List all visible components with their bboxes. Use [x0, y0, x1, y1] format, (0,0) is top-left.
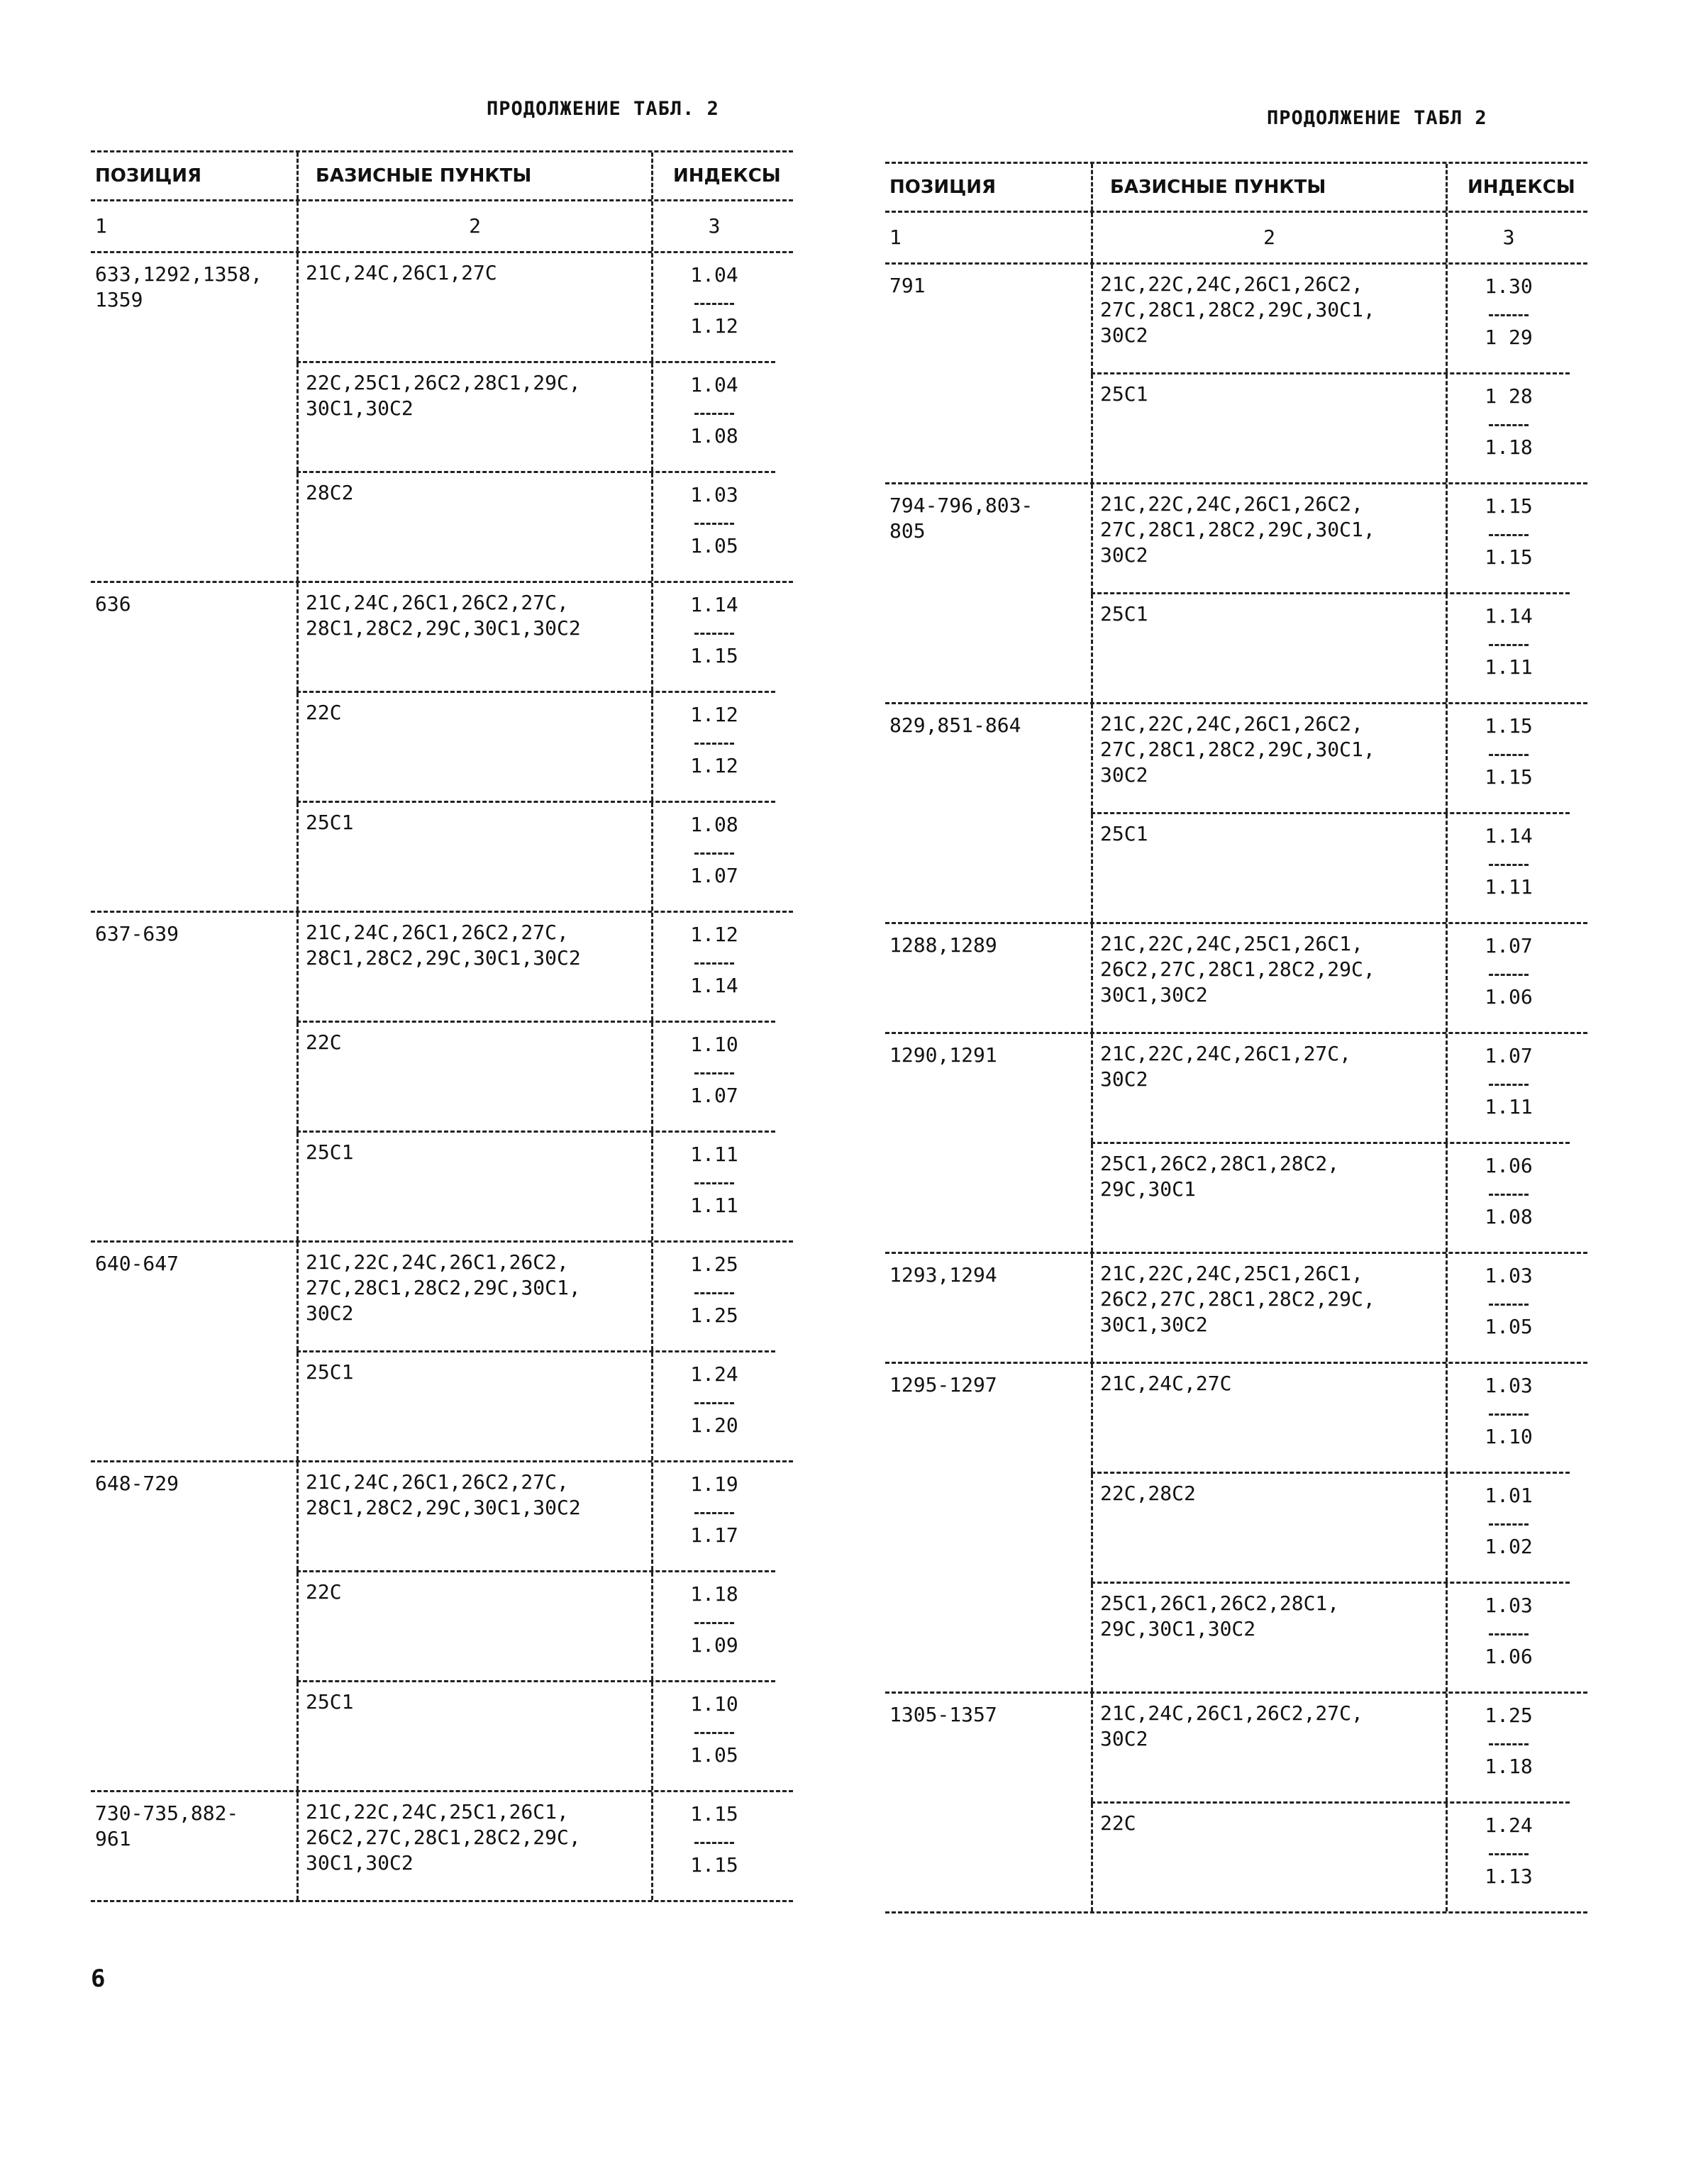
position-cell: 633,1292,1358, 1359	[95, 262, 263, 311]
index-bottom-value: 1.11	[1485, 875, 1533, 899]
right-table	[885, 162, 1587, 1913]
index-top-value: 1.25	[1485, 1704, 1533, 1727]
fraction-bar	[694, 1842, 734, 1844]
index-bottom-value: 1.08	[1485, 1205, 1533, 1228]
entry-rows	[296, 1792, 775, 1900]
index-top-value: 1.19	[690, 1472, 738, 1496]
fraction-bar	[1489, 314, 1529, 316]
table-entry	[885, 1254, 1587, 1362]
basis-points-cell: 21С,24С,27С	[1091, 1364, 1446, 1472]
fraction-bar	[1489, 1194, 1529, 1196]
table-row	[1091, 1034, 1570, 1142]
table-entry	[91, 253, 793, 581]
index-top-value: 1.24	[690, 1362, 738, 1386]
left-table	[91, 150, 793, 1902]
index-bottom-value: 1.25	[690, 1304, 738, 1327]
index-cell	[651, 1023, 775, 1131]
fraction-bar	[694, 1072, 734, 1074]
index-cell	[1446, 1254, 1570, 1362]
position-cell: 637-639	[95, 922, 179, 945]
index-bottom-value: 1.11	[1485, 1095, 1533, 1118]
entry-rows	[1091, 484, 1570, 702]
index-cell	[1446, 1694, 1570, 1801]
basis-points-cell: 22С	[296, 1572, 651, 1680]
basis-points-cell: 22С	[296, 693, 651, 801]
index-cell	[651, 913, 775, 1021]
fraction-bar	[1489, 644, 1529, 646]
table-row	[1091, 924, 1570, 1032]
fraction-bar	[1489, 1523, 1529, 1526]
table-row	[296, 583, 775, 691]
table-row	[1091, 1364, 1570, 1472]
entry-rows	[1091, 924, 1570, 1032]
table-row	[296, 1133, 775, 1240]
position-cell: 1293,1294	[889, 1263, 997, 1287]
table-row	[1091, 814, 1570, 922]
index-bottom-value: 1.13	[1485, 1865, 1533, 1888]
table-row	[1091, 1144, 1570, 1252]
basis-points-cell: 25С1	[296, 803, 651, 911]
index-bottom-value: 1.12	[690, 754, 738, 777]
index-bottom-value: 1.10	[1485, 1425, 1533, 1448]
index-cell	[651, 693, 775, 801]
table-entry	[91, 1243, 793, 1460]
table-row	[296, 1682, 775, 1790]
index-top-value: 1.10	[690, 1033, 738, 1056]
entry-rows	[1091, 1034, 1570, 1252]
position-cell: 640-647	[95, 1252, 179, 1275]
position-cell: 1295-1297	[889, 1373, 997, 1396]
fraction-bar	[1489, 1743, 1529, 1745]
basis-points-cell: 25С1	[296, 1133, 651, 1240]
index-top-value: 1.14	[1485, 604, 1533, 628]
header-position: ПОЗИЦИЯ	[95, 165, 201, 187]
table-row	[1091, 374, 1570, 482]
table-entry	[885, 1364, 1587, 1692]
position-cell: 1288,1289	[889, 933, 997, 957]
page-number: 6	[91, 1965, 106, 1993]
basis-points-cell: 21С,22С,24С,26С1,27С, 30С2	[1091, 1034, 1446, 1142]
header-row	[885, 164, 1587, 211]
fraction-bar	[1489, 1633, 1529, 1635]
entry-rule	[885, 1911, 1587, 1913]
basis-points-cell: 25С1	[1091, 814, 1446, 922]
index-cell	[651, 583, 775, 691]
index-top-value: 1.04	[690, 263, 738, 287]
index-top-value: 1.04	[690, 373, 738, 396]
basis-points-cell: 25С1	[1091, 374, 1446, 482]
index-top-value: 1.25	[690, 1252, 738, 1276]
table-entry	[885, 704, 1587, 922]
index-top-value: 1.08	[690, 813, 738, 836]
index-top-value: 1.15	[1485, 714, 1533, 738]
index-bottom-value: 1.11	[1485, 655, 1533, 679]
basis-points-cell: 22С	[1091, 1804, 1446, 1911]
basis-points-cell: 21С,22С,24С,26С1,26С2, 27С,28С1,28С2,29С,30С1, 30С2	[1091, 265, 1446, 372]
index-bottom-value: 1.20	[690, 1413, 738, 1437]
right-continuation-title: ПРОДОЛЖЕНИЕ ТАБЛ 2	[1267, 107, 1487, 129]
fraction-bar	[694, 1292, 734, 1294]
index-bottom-value: 1.12	[690, 314, 738, 338]
index-top-value: 1.11	[690, 1143, 738, 1166]
table-row	[1091, 1474, 1570, 1582]
index-top-value: 1.03	[1485, 1264, 1533, 1287]
table-body	[91, 253, 793, 1902]
index-top-value: 1.07	[1485, 1044, 1533, 1067]
basis-points-cell: 21С,24С,26С1,26С2,27С, 28С1,28С2,29С,30С1,30С2	[296, 1462, 651, 1570]
index-cell	[651, 1682, 775, 1790]
table-row	[296, 253, 775, 361]
basis-points-cell: 21С,22С,24С,25С1,26С1, 26С2,27С,28С1,28С2,29С, 30С1,30С2	[296, 1792, 651, 1900]
index-cell	[1446, 1364, 1570, 1472]
table-row	[296, 1572, 775, 1680]
table-row	[296, 1243, 775, 1350]
column-number-1: 1	[889, 226, 902, 249]
entry-rows	[1091, 1254, 1570, 1362]
index-cell	[651, 1352, 775, 1460]
index-top-value: 1.30	[1485, 274, 1533, 298]
position-cell: 636	[95, 592, 131, 616]
position-cell: 648-729	[95, 1472, 179, 1495]
column-number-3: 3	[1446, 213, 1570, 262]
header-indices: ИНДЕКСЫ	[1446, 164, 1570, 211]
fraction-bar	[694, 413, 734, 415]
basis-points-cell: 21С,24С,26С1,26С2,27С, 30С2	[1091, 1694, 1446, 1801]
basis-points-cell: 25С1,26С1,26С2,28С1, 29С,30С1,30С2	[1091, 1584, 1446, 1692]
index-top-value: 1.07	[1485, 934, 1533, 957]
index-bottom-value: 1 29	[1485, 326, 1533, 349]
index-top-value: 1.18	[690, 1582, 738, 1606]
index-bottom-value: 1.06	[1485, 985, 1533, 1009]
table-row	[296, 693, 775, 801]
table-entry	[91, 583, 793, 911]
index-bottom-value: 1.09	[690, 1633, 738, 1657]
column-number-row	[885, 213, 1587, 262]
index-top-value: 1.10	[690, 1692, 738, 1716]
index-bottom-value: 1.05	[690, 534, 738, 557]
index-bottom-value: 1.14	[690, 974, 738, 997]
position-cell: 1290,1291	[889, 1043, 997, 1067]
basis-points-cell: 28С2	[296, 473, 651, 581]
header-indices: ИНДЕКСЫ	[651, 152, 775, 199]
index-cell	[1446, 1804, 1570, 1911]
basis-points-cell: 21С,22С,24С,25С1,26С1, 26С2,27С,28С1,28С2,29С, 30С1,30С2	[1091, 1254, 1446, 1362]
index-top-value: 1.14	[690, 593, 738, 616]
index-bottom-value: 1.18	[1485, 435, 1533, 459]
fraction-bar	[694, 1182, 734, 1184]
table-row	[1091, 1254, 1570, 1362]
index-cell	[1446, 704, 1570, 812]
index-cell	[651, 1133, 775, 1240]
fraction-bar	[694, 962, 734, 965]
index-top-value: 1.15	[1485, 494, 1533, 518]
index-cell	[1446, 1584, 1570, 1692]
entry-rows	[296, 583, 775, 911]
basis-points-cell: 25С1,26С2,28С1,28С2, 29С,30С1	[1091, 1144, 1446, 1252]
entry-rows	[296, 1462, 775, 1790]
index-bottom-value: 1.15	[690, 1853, 738, 1877]
fraction-bar	[694, 303, 734, 305]
basis-points-cell: 21С,22С,24С,26С1,26С2, 27С,28С1,28С2,29С,30С1, 30С2	[1091, 484, 1446, 592]
entry-rows	[1091, 1694, 1570, 1911]
table-row	[1091, 265, 1570, 372]
index-top-value: 1.14	[1485, 824, 1533, 848]
index-top-value: 1 28	[1485, 384, 1533, 408]
table-entry	[885, 484, 1587, 702]
index-cell	[1446, 484, 1570, 592]
index-top-value: 1.12	[690, 923, 738, 946]
index-top-value: 1.24	[1485, 1813, 1533, 1837]
header-position: ПОЗИЦИЯ	[889, 177, 996, 198]
index-cell	[1446, 594, 1570, 702]
table-entry	[885, 924, 1587, 1032]
table-row	[296, 1462, 775, 1570]
entry-rows	[1091, 704, 1570, 922]
fraction-bar	[694, 1732, 734, 1734]
fraction-bar	[694, 743, 734, 745]
fraction-bar	[1489, 424, 1529, 426]
table-entry	[885, 265, 1587, 482]
basis-points-cell: 25С1	[1091, 594, 1446, 702]
index-cell	[1446, 1474, 1570, 1582]
basis-points-cell: 25С1	[296, 1682, 651, 1790]
fraction-bar	[694, 633, 734, 635]
column-number-2: 2	[1091, 213, 1446, 262]
index-cell	[1446, 924, 1570, 1032]
index-top-value: 1.03	[1485, 1374, 1533, 1397]
index-top-value: 1.15	[690, 1802, 738, 1826]
table-row	[296, 803, 775, 911]
index-bottom-value: 1.15	[1485, 765, 1533, 789]
table-row	[1091, 594, 1570, 702]
basis-points-cell: 21С,22С,24С,26С1,26С2, 27С,28С1,28С2,29С,30С1, 30С2	[1091, 704, 1446, 812]
index-cell	[1446, 814, 1570, 922]
column-number-row	[91, 201, 793, 251]
table-row	[1091, 1584, 1570, 1692]
index-cell	[651, 473, 775, 581]
basis-points-cell: 21С,24С,26С1,26С2,27С, 28С1,28С2,29С,30С1,30С2	[296, 583, 651, 691]
header-basis-points: БАЗИСНЫЕ ПУНКТЫ	[296, 152, 651, 199]
index-cell	[651, 1572, 775, 1680]
fraction-bar	[694, 1402, 734, 1404]
fraction-bar	[1489, 754, 1529, 756]
index-top-value: 1.01	[1485, 1484, 1533, 1507]
index-bottom-value: 1.15	[1485, 545, 1533, 569]
basis-points-cell: 22С,28С2	[1091, 1474, 1446, 1582]
table-row	[296, 473, 775, 581]
index-bottom-value: 1.17	[690, 1523, 738, 1547]
table-row	[1091, 1694, 1570, 1801]
position-cell: 829,851-864	[889, 713, 1021, 737]
basis-points-cell: 21С,22С,24С,25С1,26С1, 26С2,27С,28С1,28С2,29С, 30С1,30С2	[1091, 924, 1446, 1032]
index-bottom-value: 1.08	[690, 424, 738, 448]
table-entry	[91, 1792, 793, 1900]
basis-points-cell: 25С1	[296, 1352, 651, 1460]
entry-rows	[296, 1243, 775, 1460]
basis-points-cell: 21С,24С,26С1,27С	[296, 253, 651, 361]
basis-points-cell: 21С,24С,26С1,26С2,27С, 28С1,28С2,29С,30С1,30С2	[296, 913, 651, 1021]
table-row	[296, 1352, 775, 1460]
index-cell	[651, 363, 775, 471]
index-cell	[651, 253, 775, 361]
table-row	[296, 913, 775, 1021]
table-row	[1091, 704, 1570, 812]
index-cell	[651, 1462, 775, 1570]
fraction-bar	[1489, 1413, 1529, 1416]
index-cell	[1446, 1034, 1570, 1142]
index-top-value: 1.06	[1485, 1154, 1533, 1177]
table-row	[1091, 1804, 1570, 1911]
table-row	[296, 363, 775, 471]
fraction-bar	[694, 1622, 734, 1624]
index-top-value: 1.12	[690, 703, 738, 726]
index-bottom-value: 1.07	[690, 1084, 738, 1107]
table-row	[1091, 484, 1570, 592]
index-bottom-value: 1.15	[690, 644, 738, 667]
left-continuation-title: ПРОДОЛЖЕНИЕ ТАБЛ. 2	[487, 98, 719, 120]
entry-rows	[296, 253, 775, 581]
fraction-bar	[694, 523, 734, 525]
index-bottom-value: 1.06	[1485, 1645, 1533, 1668]
basis-points-cell: 22С	[296, 1023, 651, 1131]
basis-points-cell: 22С,25С1,26С2,28С1,29С, 30С1,30С2	[296, 363, 651, 471]
index-bottom-value: 1.07	[690, 864, 738, 887]
table-entry	[91, 1462, 793, 1790]
header-basis-points: БАЗИСНЫЕ ПУНКТЫ	[1091, 164, 1446, 211]
fraction-bar	[1489, 1304, 1529, 1306]
table-body	[885, 265, 1587, 1913]
index-top-value: 1.03	[690, 483, 738, 506]
entry-rule	[91, 1900, 793, 1902]
entry-rows	[1091, 1364, 1570, 1692]
index-cell	[1446, 265, 1570, 372]
fraction-bar	[694, 1512, 734, 1514]
position-cell: 791	[889, 274, 926, 297]
index-bottom-value: 1.18	[1485, 1755, 1533, 1778]
entry-rows	[1091, 265, 1570, 482]
index-bottom-value: 1.05	[690, 1743, 738, 1767]
column-number-1: 1	[95, 214, 107, 238]
position-cell: 1305-1357	[889, 1703, 997, 1726]
index-cell	[651, 803, 775, 911]
index-cell	[651, 1792, 775, 1900]
header-row	[91, 152, 793, 199]
fraction-bar	[694, 852, 734, 855]
index-cell	[651, 1243, 775, 1350]
table-row	[296, 1792, 775, 1900]
basis-points-cell: 21С,22С,24С,26С1,26С2, 27С,28С1,28С2,29С,30С1, 30С2	[296, 1243, 651, 1350]
fraction-bar	[1489, 1084, 1529, 1086]
table-entry	[885, 1694, 1587, 1911]
index-top-value: 1.03	[1485, 1594, 1533, 1617]
fraction-bar	[1489, 1853, 1529, 1855]
entry-rows	[296, 913, 775, 1240]
position-cell: 794-796,803- 805	[889, 494, 1033, 543]
column-number-2: 2	[296, 201, 651, 251]
fraction-bar	[1489, 974, 1529, 976]
fraction-bar	[1489, 534, 1529, 536]
index-bottom-value: 1.05	[1485, 1315, 1533, 1338]
column-number-3: 3	[651, 201, 775, 251]
table-entry	[91, 913, 793, 1240]
table-entry	[885, 1034, 1587, 1252]
table-row	[296, 1023, 775, 1131]
index-cell	[1446, 374, 1570, 482]
fraction-bar	[1489, 864, 1529, 866]
index-bottom-value: 1.11	[690, 1194, 738, 1217]
index-cell	[1446, 1144, 1570, 1252]
position-cell: 730-735,882- 961	[95, 1801, 239, 1850]
index-bottom-value: 1.02	[1485, 1535, 1533, 1558]
